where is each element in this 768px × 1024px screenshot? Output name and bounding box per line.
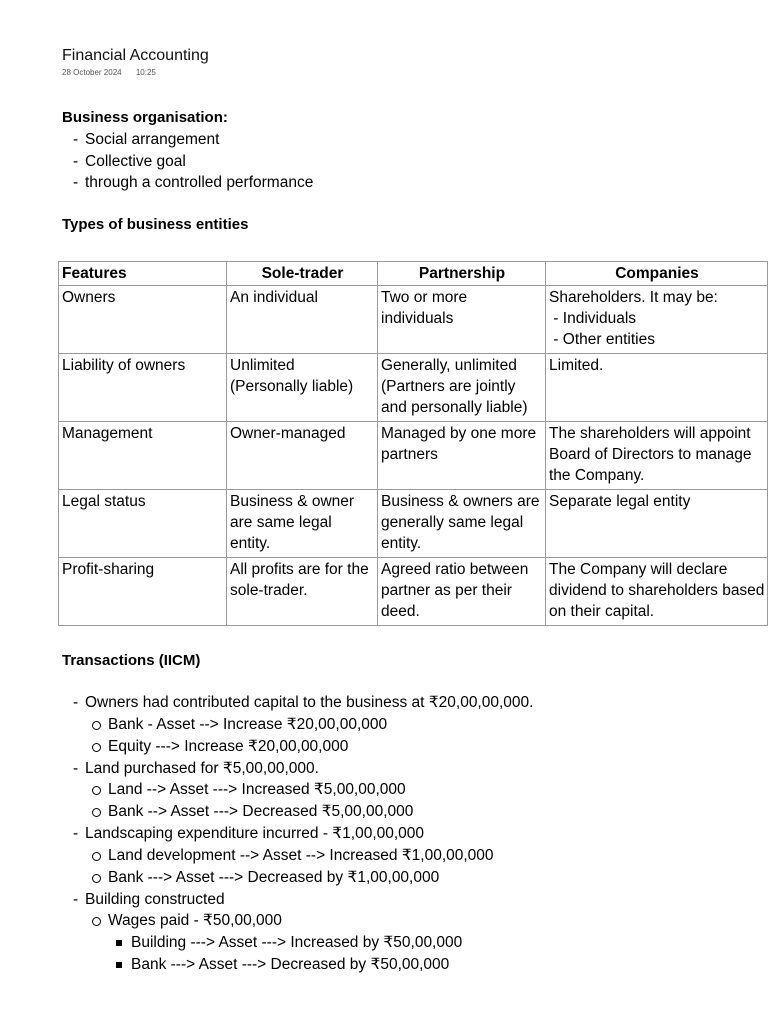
cell-companies: The shareholders will appoint Board of Directors to manage the Company.	[546, 422, 768, 490]
list-item: Bank - Asset --> Increase ₹20,00,00,000	[91, 714, 768, 736]
list-item: Land development --> Asset --> Increased ₹1,00,00,000	[91, 845, 768, 867]
cell-feature: Profit-sharing	[59, 558, 227, 626]
cell-partnership: Two or more individuals	[378, 286, 546, 354]
business-entities-table	[58, 261, 768, 626]
list-item	[73, 758, 768, 824]
sub-list	[85, 910, 768, 976]
list-item: - through a controlled performance	[73, 172, 768, 194]
transaction-text: Building constructed	[85, 890, 225, 908]
sub-sub-list	[108, 932, 768, 976]
list-item: Bank ---> Asset ---> Decreased by ₹1,00,00,000	[91, 867, 768, 889]
list-item	[73, 692, 768, 758]
page-title: Financial Accounting	[62, 47, 209, 64]
list-item: Bank ---> Asset ---> Decreased by ₹50,00,000	[114, 954, 768, 976]
cell-companies: The Company will declare dividend to shareholders based on their capital.	[546, 558, 768, 626]
transaction-text: Landscaping expenditure incurred - ₹1,00,00,000	[85, 825, 425, 842]
cell-sole-trader: All profits are for the sole-trader.	[227, 558, 378, 626]
list-item	[91, 910, 768, 976]
list-item: - Collective goal	[73, 151, 768, 173]
cell-companies: Limited.	[546, 354, 768, 422]
cell-sole-trader: Business & owner are same legal entity.	[227, 490, 378, 558]
document-page	[62, 46, 768, 236]
col-header-sole-trader: Sole-trader	[227, 262, 378, 286]
list-item: Land --> Asset ---> Increased ₹5,00,00,000	[91, 779, 768, 801]
page-meta	[62, 68, 768, 78]
cell-partnership: Business & owners are generally same legal entity.	[378, 490, 546, 558]
table-row	[59, 490, 768, 558]
transactions-section	[62, 650, 768, 976]
transactions-heading: Transactions (IICM)	[62, 652, 201, 669]
sub-item-text: Wages paid - ₹50,00,000	[108, 912, 282, 929]
table-row	[59, 558, 768, 626]
table-row	[59, 354, 768, 422]
cell-line: - Individuals	[549, 310, 637, 327]
list-item	[73, 823, 768, 889]
cell-feature: Owners	[59, 286, 227, 354]
business-org-heading: Business organisation:	[62, 109, 228, 126]
cell-sole-trader: Owner-managed	[227, 422, 378, 490]
table-row	[59, 422, 768, 490]
list-item: Equity ---> Increase ₹20,00,00,000	[91, 736, 768, 758]
cell-line: Shareholders. It may be:	[549, 289, 718, 306]
cell-companies	[546, 286, 768, 354]
business-org-list	[62, 129, 768, 194]
list-item: Building ---> Asset ---> Increased by ₹50,00,000	[114, 932, 768, 954]
sub-list	[85, 714, 768, 758]
transaction-text: Owners had contributed capital to the business at ₹20,00,00,000.	[85, 694, 534, 711]
cell-line: - Other entities	[549, 331, 655, 348]
table-header-row	[59, 262, 768, 286]
table-row	[59, 286, 768, 354]
cell-feature: Management	[59, 422, 227, 490]
cell-sole-trader: Unlimited (Personally liable)	[227, 354, 378, 422]
page-time: 10:25	[135, 68, 156, 77]
types-heading: Types of business entities	[62, 215, 249, 233]
list-item: - Social arrangement	[73, 129, 768, 151]
cell-partnership: Managed by one more partners	[378, 422, 546, 490]
col-header-features: Features	[59, 262, 227, 286]
sub-list	[85, 779, 768, 823]
list-item	[73, 889, 768, 977]
col-header-companies: Companies	[546, 262, 768, 286]
cell-feature: Legal status	[59, 490, 227, 558]
page-date: 28 October 2024	[62, 68, 122, 77]
transactions-list	[62, 692, 768, 976]
cell-sole-trader: An individual	[227, 286, 378, 354]
cell-partnership: Generally, unlimited (Partners are jointly and personally liable)	[378, 354, 546, 422]
sub-list	[85, 845, 768, 889]
transaction-text: Land purchased for ₹5,00,00,000.	[85, 759, 319, 777]
list-item: Bank --> Asset ---> Decreased ₹5,00,00,000	[91, 801, 768, 823]
cell-companies: Separate legal entity	[546, 490, 768, 558]
cell-feature: Liability of owners	[59, 354, 227, 422]
col-header-partnership: Partnership	[378, 262, 546, 286]
cell-partnership: Agreed ratio between partner as per their deed.	[378, 558, 546, 626]
